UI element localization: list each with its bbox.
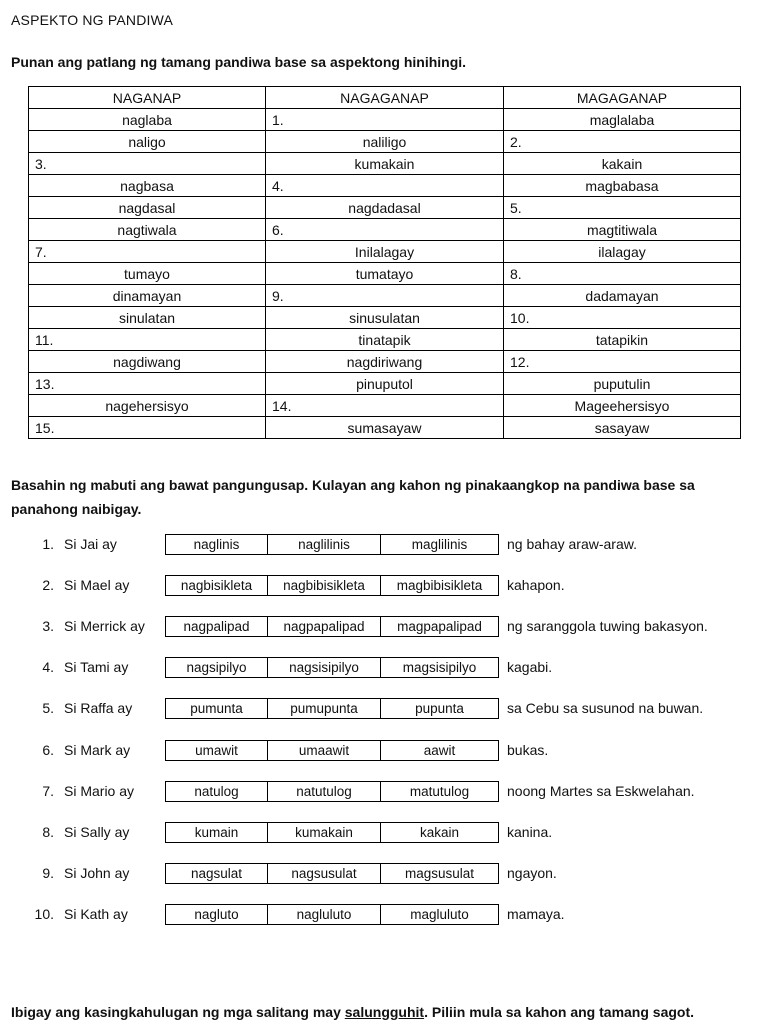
verb-choice-box[interactable]: pumunta (190, 701, 243, 717)
verb-choice-boxes (165, 698, 499, 719)
table-row (29, 285, 741, 307)
verb-choice-box[interactable]: kakain (380, 823, 498, 842)
column-header-magaganap: MAGAGANAP (504, 87, 741, 109)
table-row (29, 131, 741, 153)
sentence-item (0, 821, 768, 843)
sentence-ending: kanina. (507, 823, 553, 840)
answer-blank-cell[interactable]: 7. (29, 241, 266, 263)
verb-cell: Mageehersisyo (504, 395, 741, 417)
table-row (29, 263, 741, 285)
verb-choice-boxes (165, 740, 499, 761)
verb-choice-boxes (165, 657, 499, 678)
verb-cell: naglaba (29, 109, 266, 131)
verb-choice-boxes (165, 781, 499, 802)
sentence-ending: kagabi. (507, 659, 553, 676)
verb-choice-box[interactable]: nagluto (194, 906, 239, 922)
sentence-number: 9. (42, 864, 54, 881)
verb-cell: naligo (29, 131, 266, 153)
table-row (29, 417, 741, 439)
verb-cell: maglalaba (504, 109, 741, 131)
verb-cell: magbabasa (504, 175, 741, 197)
table-row (29, 351, 741, 373)
table-row (29, 219, 741, 241)
verb-choice-box[interactable]: kumakain (267, 823, 380, 842)
table-row (29, 241, 741, 263)
verb-choice-box[interactable]: natulog (194, 783, 239, 799)
answer-blank-cell[interactable]: 11. (29, 329, 266, 351)
sentence-number: 4. (42, 659, 54, 676)
verb-choice-box[interactable]: natutulog (267, 782, 380, 801)
sentence-subject: Si Kath ay (64, 905, 128, 922)
answer-blank-cell[interactable]: 15. (29, 417, 266, 439)
sentence-number: 2. (42, 577, 54, 594)
sentence-number: 6. (42, 741, 54, 758)
sentence-item (0, 780, 768, 802)
sentence-item (0, 615, 768, 637)
answer-blank-cell[interactable]: 9. (266, 285, 504, 307)
verb-choice-box[interactable]: nagpalipad (183, 619, 250, 635)
answer-blank-cell[interactable]: 8. (504, 263, 741, 285)
verb-choice-box[interactable]: nagsipilyo (186, 660, 247, 676)
column-header-nagaganap: NAGAGANAP (266, 87, 504, 109)
answer-blank-cell[interactable]: 4. (266, 175, 504, 197)
verb-choice-box[interactable]: pupunta (380, 699, 498, 718)
verb-cell: nagdiwang (29, 351, 266, 373)
verb-cell: puputulin (504, 373, 741, 395)
answer-blank-cell[interactable]: 5. (504, 197, 741, 219)
answer-blank-cell[interactable]: 3. (29, 153, 266, 175)
verb-choice-box[interactable]: magbibisikleta (380, 576, 498, 595)
sentence-number: 5. (42, 700, 54, 717)
instruction-synonyms (11, 1000, 694, 1024)
sentence-item (0, 697, 768, 719)
answer-blank-cell[interactable]: 6. (266, 219, 504, 241)
verb-cell: sumasayaw (266, 417, 504, 439)
sentence-ending: ng bahay araw-araw. (507, 536, 637, 552)
instruction-color-box: Basahin ng mabuti ang bawat pangungusap. Kulayan ang kahon ng pinakaangkop na pandiwa base sa panahong naibigay. (11, 477, 695, 517)
sentence-item (0, 533, 768, 555)
sentence-subject: Si John ay (64, 864, 130, 881)
verb-choice-box[interactable]: magsisipilyo (380, 658, 498, 677)
verb-cell: nagtiwala (29, 219, 266, 241)
verb-cell: kumakain (266, 153, 504, 175)
answer-blank-cell[interactable]: 13. (29, 373, 266, 395)
verb-choice-box[interactable]: nagsulat (190, 865, 243, 881)
sentence-number: 10. (34, 905, 54, 922)
verb-cell: sinulatan (29, 307, 266, 329)
table-row (29, 307, 741, 329)
verb-choice-box[interactable]: naglinis (193, 537, 240, 552)
verb-cell: nagdiriwang (266, 351, 504, 373)
verb-cell: pinuputol (266, 373, 504, 395)
verb-choice-box[interactable]: kumain (194, 824, 239, 840)
sentence-ending: mamaya. (507, 905, 565, 922)
underlined-word: salungguhit (344, 1004, 425, 1020)
verb-choice-boxes (165, 616, 499, 637)
verb-cell: tumayo (29, 263, 266, 285)
verb-choice-boxes (165, 822, 499, 843)
verb-choice-box[interactable]: naglilinis (267, 535, 380, 554)
sentence-ending: sa Cebu sa susunod na buwan. (507, 700, 704, 717)
verb-choice-box[interactable]: umawit (195, 742, 238, 758)
verb-choice-box[interactable]: nagbisikleta (180, 578, 253, 594)
answer-blank-cell[interactable]: 2. (504, 131, 741, 153)
verb-choice-box[interactable]: matutulog (380, 782, 498, 801)
verb-choice-box[interactable]: nagluluto (267, 905, 380, 924)
instruction-synonyms-after: . Piliin mula sa kahon ang tamang sagot. (424, 1004, 695, 1020)
sentence-ending: bukas. (507, 741, 549, 758)
verb-choice-box[interactable]: magpapalipad (380, 617, 498, 636)
sentence-ending: kahapon. (507, 577, 565, 594)
sentence-subject: Si Sally ay (64, 823, 130, 840)
answer-blank-cell[interactable]: 14. (266, 395, 504, 417)
verb-cell: nagehersisyo (29, 395, 266, 417)
table-row (29, 197, 741, 219)
table-row (29, 153, 741, 175)
verb-cell: nagdadasal (266, 197, 504, 219)
sentence-subject: Si Mario ay (64, 782, 135, 799)
sentence-item (0, 574, 768, 596)
answer-blank-cell[interactable]: 12. (504, 351, 741, 373)
verb-cell: sasayaw (504, 417, 741, 439)
verb-cell: nagdasal (29, 197, 266, 219)
table-header-row (29, 87, 741, 109)
sentence-subject: Si Raffa ay (64, 700, 133, 717)
sentence-subject: Si Tami ay (64, 659, 129, 676)
page-title: ASPEKTO NG PANDIWA (11, 12, 174, 28)
sentence-ending: ng saranggola tuwing bakasyon. (507, 618, 708, 635)
sentence-number: 7. (42, 782, 54, 799)
sentence-number: 3. (42, 618, 54, 635)
verb-cell: ilalagay (504, 241, 741, 263)
verb-cell: nagbasa (29, 175, 266, 197)
verb-cell: tumatayo (266, 263, 504, 285)
sentence-item (0, 903, 768, 925)
table-row (29, 109, 741, 131)
verb-choice-boxes (165, 575, 499, 596)
verb-choice-boxes (165, 904, 499, 925)
table-row (29, 373, 741, 395)
verb-cell: tatapikin (504, 329, 741, 351)
verb-choice-boxes (165, 863, 499, 884)
verb-choice-box[interactable]: nagsusulat (267, 864, 380, 883)
sentence-subject: Si Mark ay (64, 741, 131, 758)
instruction-synonyms-before: Ibigay ang kasingkahulugan ng mga salitang may (11, 1004, 345, 1020)
sentence-number: 1. (42, 536, 54, 552)
verb-cell: naliligo (266, 131, 504, 153)
sentence-item (0, 862, 768, 884)
sentence-number: 8. (42, 823, 54, 840)
verb-cell: kakain (504, 153, 741, 175)
sentence-ending: ngayon. (507, 864, 557, 881)
table-row (29, 329, 741, 351)
verb-choice-box[interactable]: magsusulat (380, 864, 498, 883)
verb-cell: dadamayan (504, 285, 741, 307)
verb-cell: tinatapik (266, 329, 504, 351)
verb-choice-box[interactable]: maglilinis (380, 535, 498, 554)
sentence-subject: Si Jai ay (64, 536, 117, 552)
verb-choice-box[interactable]: nagsisipilyo (267, 658, 380, 677)
sentence-subject: Si Mael ay (64, 577, 130, 594)
verb-choice-box[interactable]: umaawit (267, 741, 380, 760)
table-row (29, 175, 741, 197)
table-row (29, 395, 741, 417)
verb-choice-box[interactable]: magluluto (380, 905, 498, 924)
sentence-item (0, 739, 768, 761)
answer-blank-cell[interactable]: 10. (504, 307, 741, 329)
verb-choice-box[interactable]: pumupunta (267, 699, 380, 718)
verb-cell: magtitiwala (504, 219, 741, 241)
verb-cell: Inilalagay (266, 241, 504, 263)
column-header-naganap: NAGANAP (29, 87, 266, 109)
verb-choice-box[interactable]: nagbibisikleta (267, 576, 380, 595)
verb-choice-box[interactable]: nagpapalipad (267, 617, 380, 636)
sentence-item (0, 656, 768, 678)
sentence-ending: noong Martes sa Eskwelahan. (507, 782, 695, 799)
verb-aspect-table (28, 86, 741, 439)
verb-choice-boxes (165, 534, 499, 555)
sentence-subject: Si Merrick ay (64, 618, 145, 635)
verb-cell: dinamayan (29, 285, 266, 307)
verb-cell: sinusulatan (266, 307, 504, 329)
answer-blank-cell[interactable]: 1. (266, 109, 504, 131)
instruction-fill-table: Punan ang patlang ng tamang pandiwa base sa aspektong hinihingi. (11, 54, 467, 70)
verb-choice-box[interactable]: aawit (380, 741, 498, 760)
